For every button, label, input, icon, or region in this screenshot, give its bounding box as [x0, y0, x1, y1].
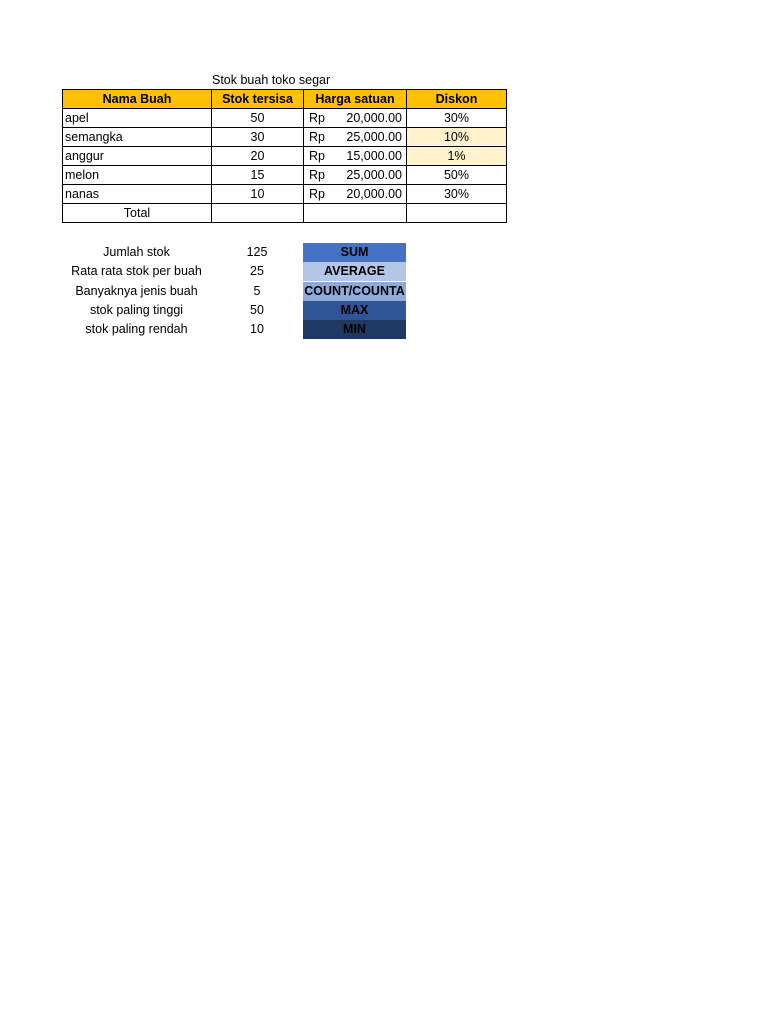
total-label[interactable]: Total [63, 204, 212, 223]
summary-value[interactable]: 10 [250, 322, 264, 336]
header-price[interactable]: Harga satuan [304, 90, 407, 109]
cell-discount[interactable]: 50% [407, 166, 507, 185]
table-row [63, 109, 507, 128]
cell-discount[interactable]: 30% [407, 185, 507, 204]
header-name[interactable]: Nama Buah [63, 90, 212, 109]
summary-value[interactable]: 50 [250, 303, 264, 317]
cell-stock[interactable]: 30 [212, 128, 304, 147]
price-amount: 15,000.00 [346, 149, 402, 163]
summary-label[interactable]: Rata rata stok per buah [71, 264, 202, 278]
cell-price[interactable] [304, 109, 407, 128]
cell-stock[interactable]: 20 [212, 147, 304, 166]
table-header-row [63, 90, 507, 109]
stock-table [62, 89, 507, 223]
currency-label: Rp [309, 187, 325, 201]
total-discount-cell[interactable] [407, 204, 507, 223]
total-stock-cell[interactable] [212, 204, 304, 223]
summary-value[interactable]: 125 [246, 245, 268, 259]
cell-discount[interactable]: 30% [407, 109, 507, 128]
price-amount: 25,000.00 [346, 130, 402, 144]
currency-label: Rp [309, 149, 325, 163]
cell-fruit-name[interactable]: melon [63, 166, 212, 185]
price-amount: 20,000.00 [346, 187, 402, 201]
sheet-title: Stok buah toko segar [212, 73, 331, 87]
summary-label[interactable]: Jumlah stok [103, 245, 170, 259]
table-row [63, 185, 507, 204]
cell-price[interactable] [304, 147, 407, 166]
cell-discount[interactable]: 1% [407, 147, 507, 166]
total-row [63, 204, 507, 223]
cell-price[interactable] [304, 128, 407, 147]
cell-price[interactable] [304, 185, 407, 204]
function-sum-box[interactable]: SUM [303, 243, 406, 262]
summary-label[interactable]: stok paling rendah [85, 322, 188, 336]
header-stock[interactable]: Stok tersisa [212, 90, 304, 109]
function-average-box[interactable]: AVERAGE [303, 262, 406, 281]
cell-stock[interactable]: 15 [212, 166, 304, 185]
total-price-cell[interactable] [304, 204, 407, 223]
currency-label: Rp [309, 168, 325, 182]
cell-price[interactable] [304, 166, 407, 185]
header-discount[interactable]: Diskon [407, 90, 507, 109]
cell-fruit-name[interactable]: anggur [63, 147, 212, 166]
price-amount: 25,000.00 [346, 168, 402, 182]
cell-discount[interactable]: 10% [407, 128, 507, 147]
cell-fruit-name[interactable]: nanas [63, 185, 212, 204]
table-row [63, 128, 507, 147]
summary-value[interactable]: 5 [253, 284, 261, 298]
cell-stock[interactable]: 50 [212, 109, 304, 128]
cell-fruit-name[interactable]: semangka [63, 128, 212, 147]
cell-stock[interactable]: 10 [212, 185, 304, 204]
currency-label: Rp [309, 130, 325, 144]
function-max-box[interactable]: MAX [303, 301, 406, 320]
price-amount: 20,000.00 [346, 111, 402, 125]
summary-label[interactable]: Banyaknya jenis buah [75, 284, 198, 298]
currency-label: Rp [309, 111, 325, 125]
function-count-box[interactable]: COUNT/COUNTA [303, 282, 406, 301]
function-min-box[interactable]: MIN [303, 320, 406, 339]
table-row [63, 147, 507, 166]
summary-value[interactable]: 25 [250, 264, 264, 278]
table-row [63, 166, 507, 185]
summary-label[interactable]: stok paling tinggi [89, 303, 184, 317]
cell-fruit-name[interactable]: apel [63, 109, 212, 128]
